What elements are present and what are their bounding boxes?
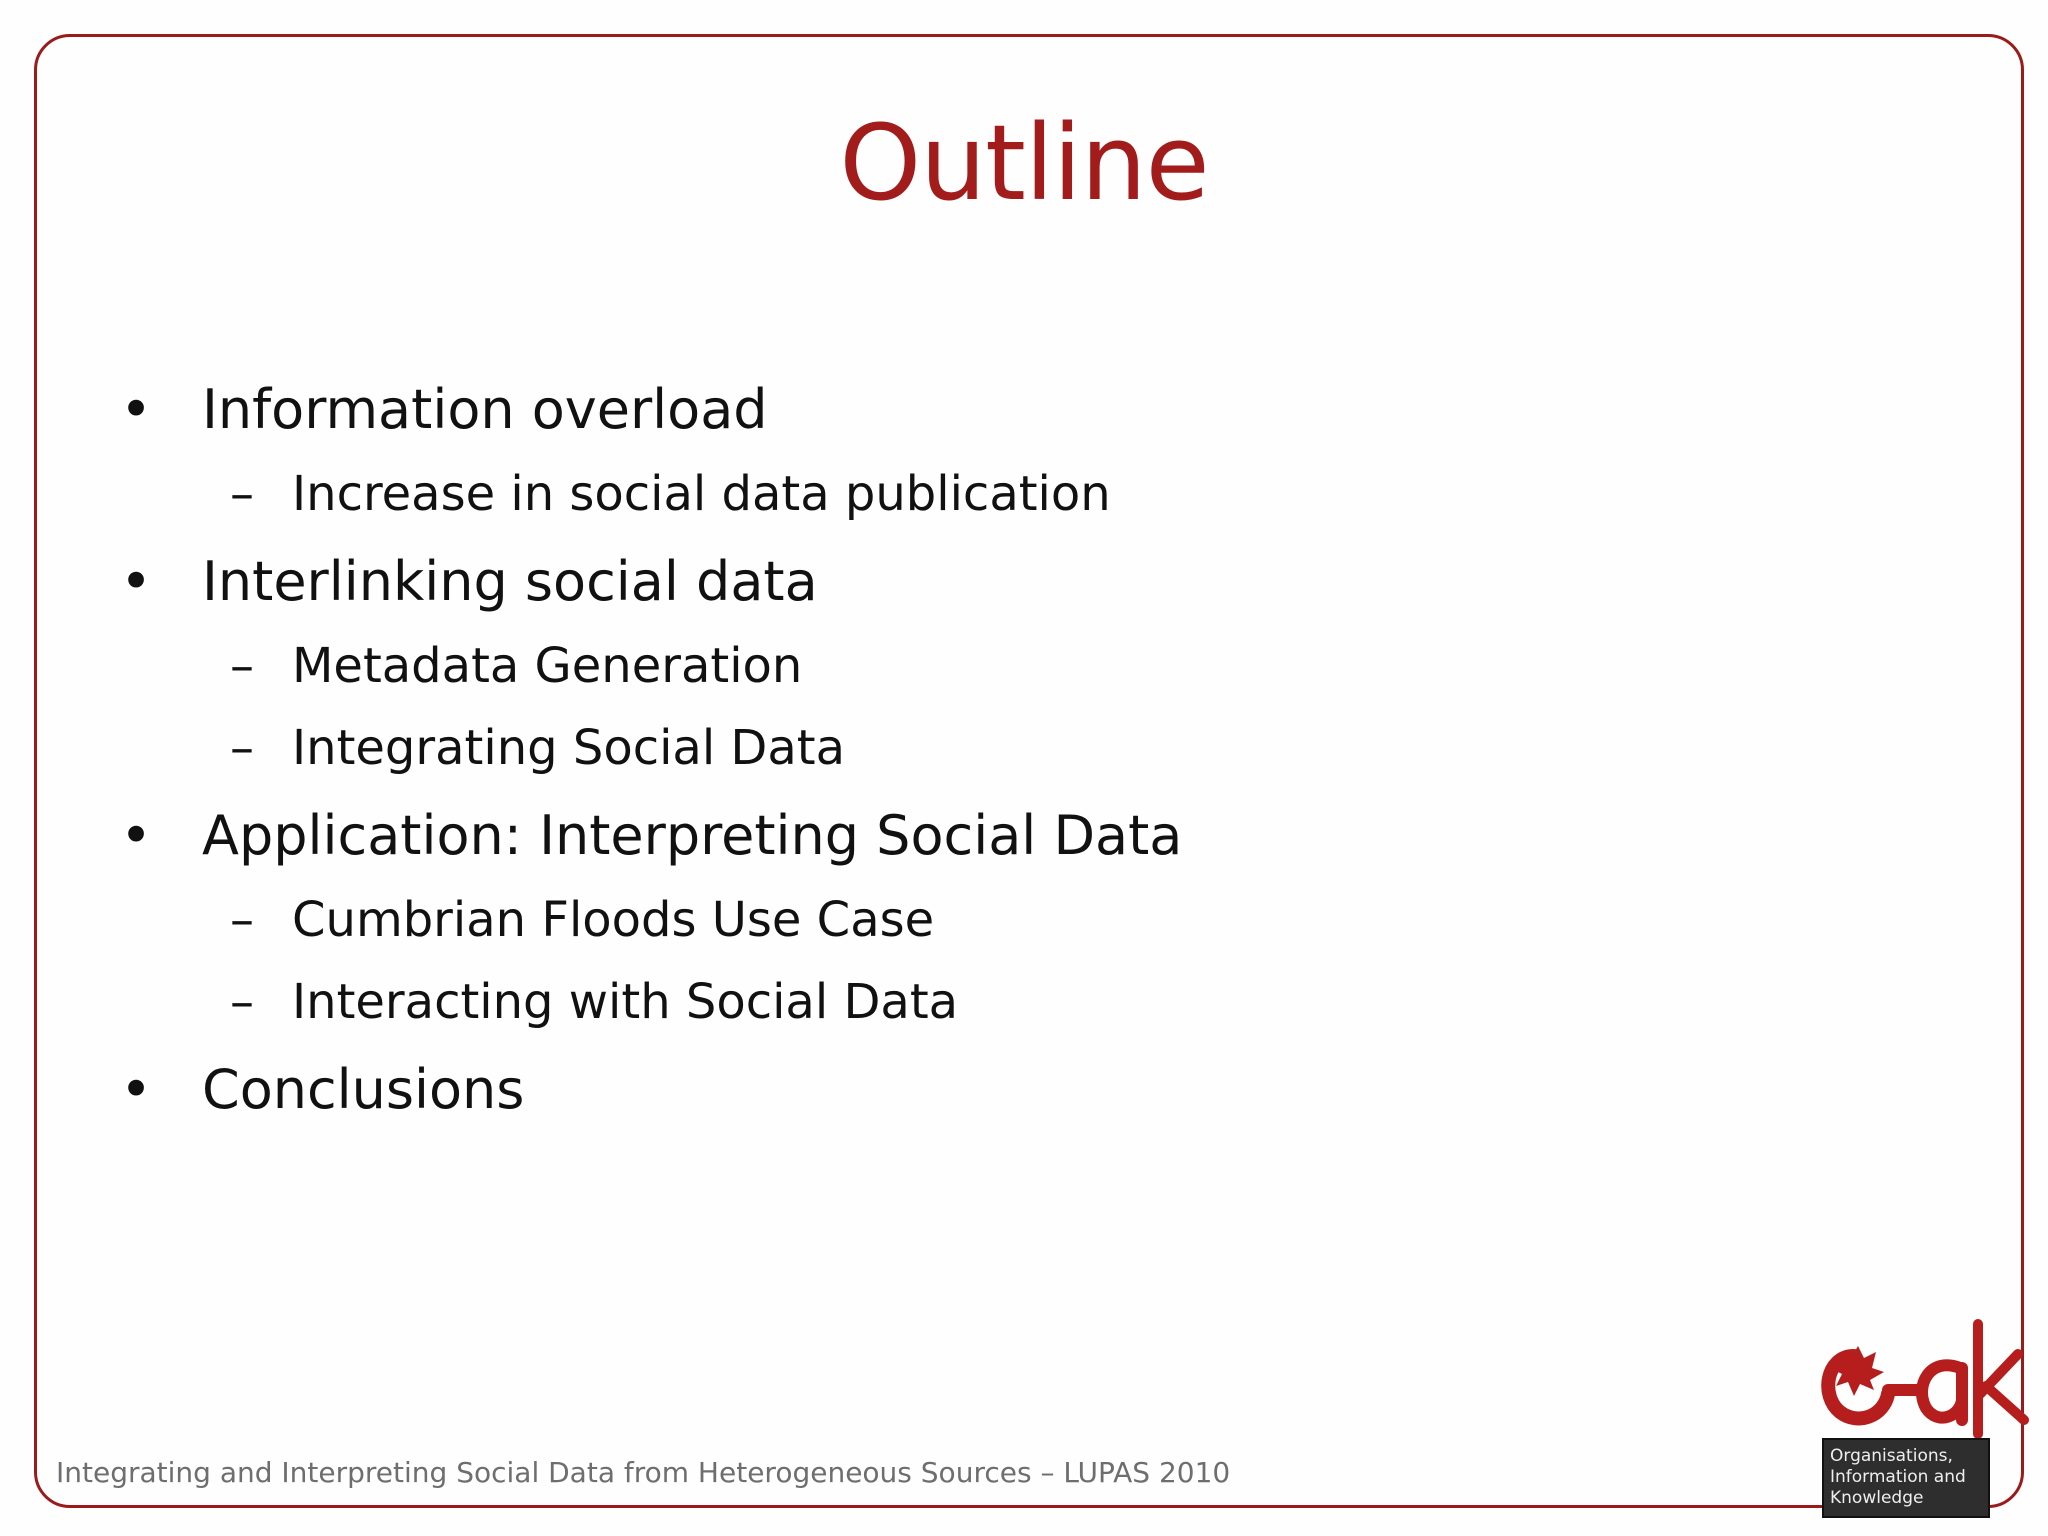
logo-caption-line: Information and xyxy=(1830,1467,1966,1487)
dash-marker: – xyxy=(230,974,254,1030)
dash-marker: – xyxy=(230,720,254,776)
outline-subitem-text: Interacting with Social Data xyxy=(292,974,959,1030)
bullet-marker: • xyxy=(120,378,152,441)
logo-caption xyxy=(1822,1438,1990,1518)
outline-subitem-text: Integrating Social Data xyxy=(292,720,846,776)
outline-item-text: Application: Interpreting Social Data xyxy=(202,804,1183,867)
logo-caption-line: Organisations, xyxy=(1830,1446,1953,1466)
outline-subitem-text: Increase in social data publication xyxy=(292,466,1111,522)
outline-subitem-text: Cumbrian Floods Use Case xyxy=(292,892,935,948)
outline-subitem-text: Metadata Generation xyxy=(292,638,803,694)
logo-caption-line: Knowledge xyxy=(1830,1488,1924,1508)
dash-marker: – xyxy=(230,892,254,948)
bullet-marker: • xyxy=(120,1058,152,1121)
slide-title: Outline xyxy=(839,102,1209,224)
outline-item-text: Information overload xyxy=(202,378,768,441)
outline-item-text: Conclusions xyxy=(202,1058,525,1121)
bullet-marker: • xyxy=(120,550,152,613)
dash-marker: – xyxy=(230,638,254,694)
dash-marker: – xyxy=(230,466,254,522)
outline-item-text: Interlinking social data xyxy=(202,550,818,613)
bullet-marker: • xyxy=(120,804,152,867)
slide-footer: Integrating and Interpreting Social Data from Heterogeneous Sources – LUPAS 2010 xyxy=(56,1456,1231,1489)
